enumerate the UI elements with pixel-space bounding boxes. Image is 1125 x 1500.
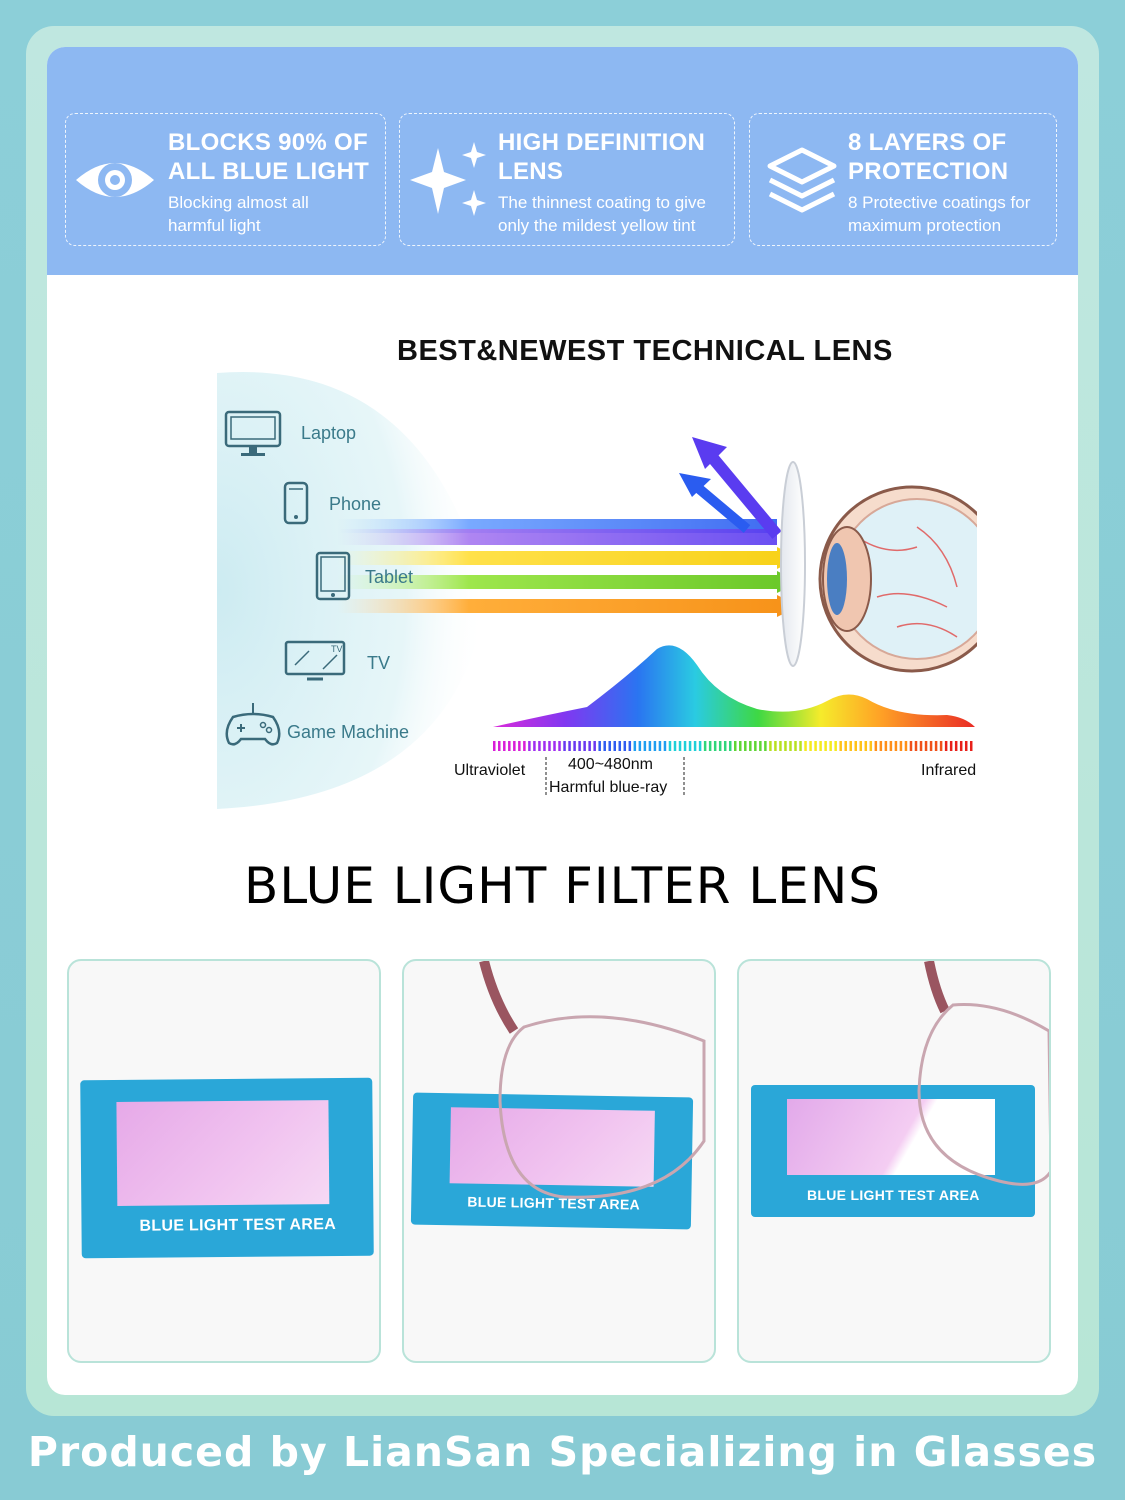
blue-light-test-card [80,1078,374,1259]
feature-blocks-blue-light [65,113,386,246]
spectrum-range-caption: Harmful blue-ray [549,779,668,796]
spectrum-tick [714,741,717,751]
lens-diagram [157,297,977,857]
spectrum-tick [749,741,752,751]
spectrum-tick [774,741,777,751]
feature-description: 8 Protective coatings for maximum protection [848,193,1031,235]
spectrum-tick [619,741,622,751]
spectrum-tick [839,741,842,751]
spectrum-tick [739,741,742,751]
feature-title: BLOCKS 90% OF ALL BLUE LIGHT [168,129,370,185]
spectrum-tick [639,741,642,751]
test-window [116,1100,329,1206]
spectrum-tick [528,741,531,751]
filter-heading: BLUE LIGHT FILTER LENS [244,857,881,915]
feature-title: HIGH DEFINITION LENS [498,129,706,185]
device-label-tv: TV [367,653,391,673]
spectrum-tick [865,741,868,751]
spectrum-tick [684,741,687,751]
gamepad-icon [223,701,283,749]
spectrum-tick [659,741,662,751]
test-area-label: BLUE LIGHT TEST AREA [467,1193,641,1213]
spectrum-tick [644,741,647,751]
spectrum-tick [955,741,958,751]
spectrum-tick [844,741,847,751]
tablet-icon [315,551,351,601]
spectrum-tick [608,741,611,751]
eyeball-illustration [820,487,977,671]
test-area-label: BLUE LIGHT TEST AREA [807,1187,980,1203]
test-area-label: BLUE LIGHT TEST AREA [139,1216,337,1235]
spectrum-left-label: Ultraviolet [454,762,526,779]
spectrum-tick [940,741,943,751]
spectrum-tick [704,741,707,751]
spectrum-tick [654,741,657,751]
spectrum-tick [563,741,566,751]
spectrum-tick [498,741,501,751]
spectrum-tick [719,741,722,751]
spectrum-tick [960,741,963,751]
spectrum-tick [895,741,898,751]
glasses-frame-illustration [739,961,1051,1363]
spectrum-tick [543,741,546,751]
spectrum-tick [875,741,878,751]
spectrum-tick [513,741,516,751]
spectrum-tick [603,741,606,751]
spectrum-tick [890,741,893,751]
spectrum-tick [694,741,697,751]
spectrum-tick [930,741,933,751]
spectrum-right-label: Infrared [921,762,977,779]
spectrum-tick [548,741,551,751]
spectrum-tick [558,741,561,751]
spectrum-tick [779,741,782,751]
spectrum-tick [970,741,973,751]
spectrum-tick [518,741,521,751]
spectrum-tick [784,741,787,751]
spectrum-tick [674,741,677,751]
spectrum-tick [568,741,571,751]
spectrum-tick [724,741,727,751]
spectrum-tick [629,741,632,751]
spectrum-tick [744,741,747,751]
spectrum-tick [809,741,812,751]
diagram-graphic [157,297,977,857]
spectrum-tick [849,741,852,751]
spectrum-tick [578,741,581,751]
spectrum-tick [855,741,858,751]
spectrum-tick [503,741,506,751]
spectrum-tick [734,741,737,751]
spectrum-tick [965,741,968,751]
spectrum-tick [900,741,903,751]
sparkle-icon [408,140,494,220]
spectrum-tick [935,741,938,751]
spectrum-tick [598,741,601,751]
spectrum-tick [669,741,672,751]
spectrum-tick [910,741,913,751]
spectrum-tick [689,741,692,751]
spectrum-tick [834,741,837,751]
spectrum-tick [794,741,797,751]
spectrum-tick [533,741,536,751]
spectrum-tick [799,741,802,751]
spectrum-tick [905,741,908,751]
device-label-game-machine: Game Machine [287,722,410,742]
layers-icon [762,144,848,224]
spectrum-tick [588,741,591,751]
spectrum-tick [880,741,883,751]
spectrum-tick [945,741,948,751]
spectrum-tick [553,741,556,751]
spectrum-tick [538,741,541,751]
spectrum-tick [573,741,576,751]
spectrum-tick [920,741,923,751]
spectrum-tick [860,741,863,751]
feature-band [47,47,1078,275]
spectrum-tick [819,741,822,751]
spectrum-tick [829,741,832,751]
spectrum-tick [789,741,792,751]
spectrum-tick [664,741,667,751]
spectrum-tick [649,741,652,751]
spectrum-tick [759,741,762,751]
spectrum-tick [493,741,496,751]
spectrum-tick [634,741,637,751]
spectrum-tick [764,741,767,751]
spectrum-tick [593,741,596,751]
test-card-photo [67,959,381,1363]
feature-description: The thinnest coating to give only the mildest yellow tint [498,193,706,235]
spectrum-tick [804,741,807,751]
feature-title: 8 LAYERS OF PROTECTION [848,129,1009,185]
phone-icon [283,481,309,525]
spectrum-tick [870,741,873,751]
spectrum-tick [950,741,953,751]
spectrum-tick [699,741,702,751]
device-label-phone: Phone [329,494,382,514]
device-label-tablet: Tablet [365,567,414,587]
spectrum-tick [925,741,928,751]
spectrum-tick [754,741,757,751]
spectrum-tick [508,741,511,751]
spectrum-tick [583,741,586,751]
spectrum-tick [679,741,682,751]
spectrum-tick [814,741,817,751]
spectrum-tick [523,741,526,751]
device-label-laptop: Laptop [301,423,357,443]
test-card-photo-with-glasses-2 [737,959,1051,1363]
eye-icon [72,140,158,220]
spectrum-range-label: 400~480nm [568,756,653,773]
glasses-frame-illustration [404,961,716,1363]
spectrum-tick [624,741,627,751]
feature-high-definition [399,113,735,246]
diagram-title: BEST&NEWEST TECHNICAL LENS [397,335,893,367]
test-card-photo-with-glasses [402,959,716,1363]
monitor-icon [223,409,283,459]
spectrum-tick [729,741,732,751]
tv-badge: TV [331,644,343,654]
content-panel [47,47,1078,1395]
feature-description: Blocking almost all harmful light [168,193,309,235]
spectrum-tick [769,741,772,751]
spectrum-tick [709,741,712,751]
spectrum-tick [915,741,918,751]
feature-layers-protection [749,113,1057,246]
spectrum-tick [824,741,827,751]
spectrum-tick [614,741,617,751]
footer-text: Produced by LianSan Specializing in Glasses [27,1428,1098,1476]
spectrum-tick [885,741,888,751]
